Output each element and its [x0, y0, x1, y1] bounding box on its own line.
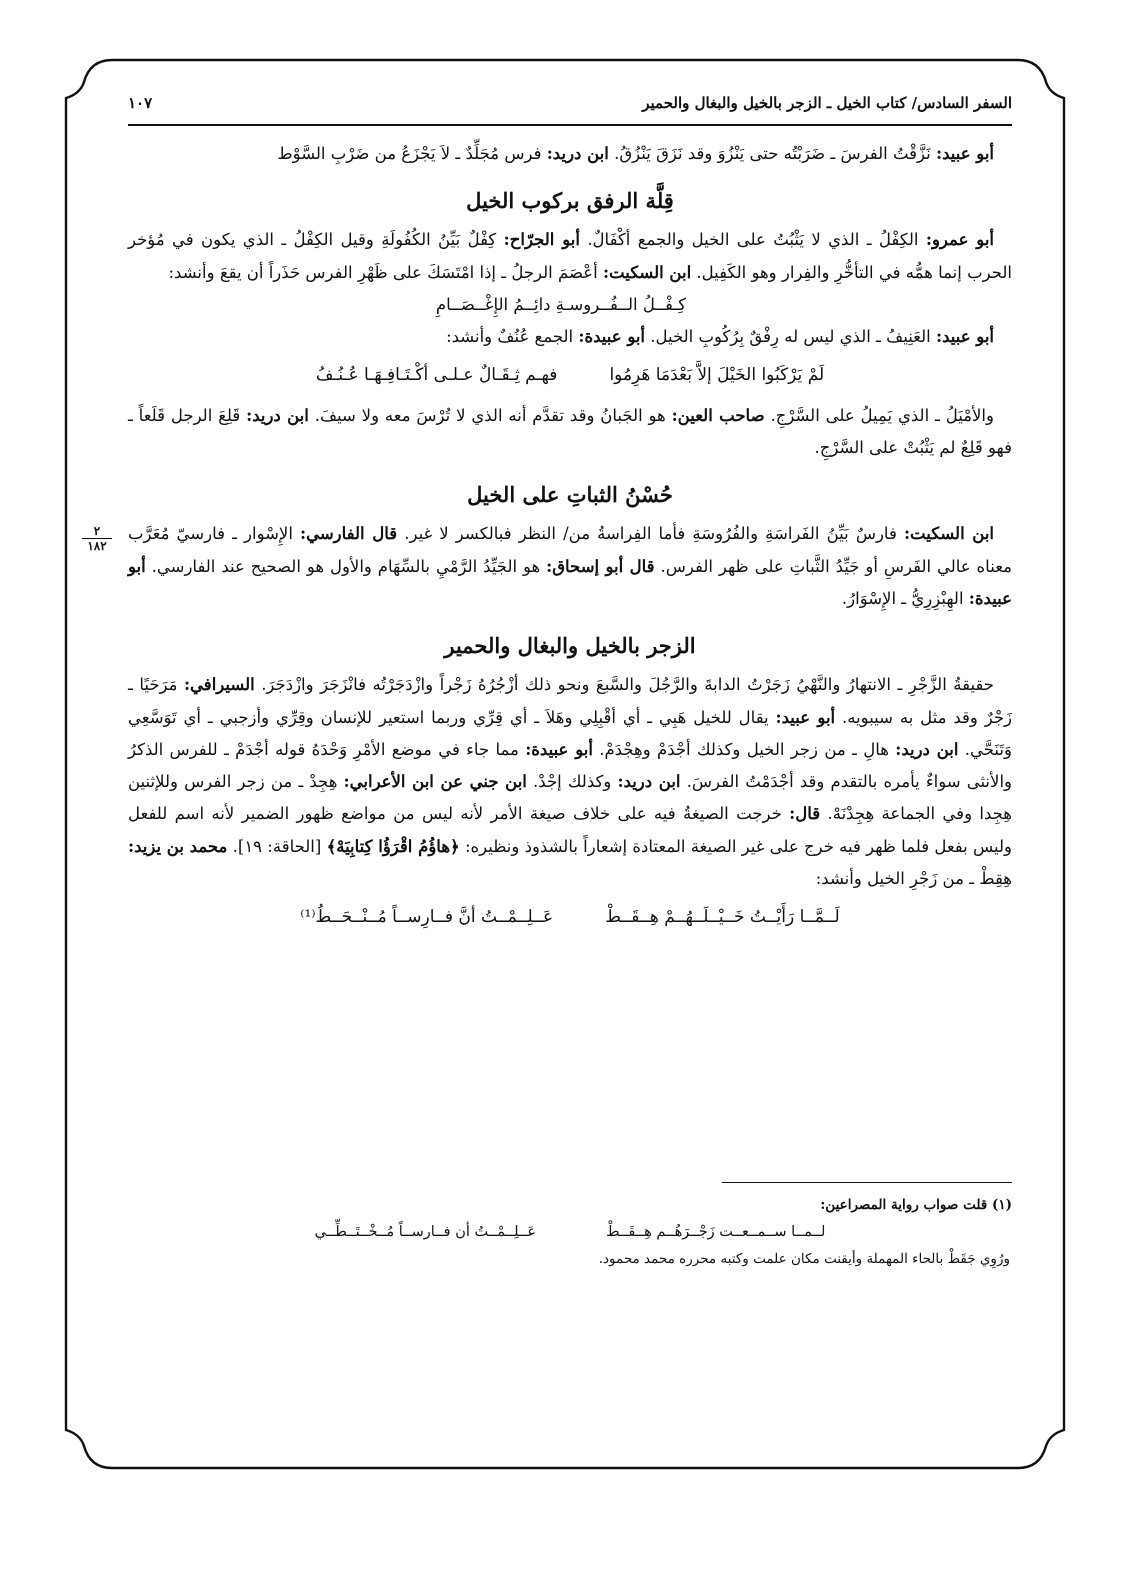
- section-heading: حُسْنُ الثباتِ على الخيل: [467, 482, 673, 508]
- header-rule: [128, 124, 1012, 126]
- speaker-name: أبو عبيد:: [936, 327, 994, 347]
- speaker-name: أبو عبيدة:: [525, 739, 593, 759]
- page-number: ١٠٧: [128, 94, 153, 112]
- page-body: [87, 138, 1012, 942]
- speaker-name: ابن السكيت:: [602, 262, 692, 282]
- paragraph: أبو عمرو: الكِفْلُ ـ الذي لا يَثْبُتُ على الخيل والجمع أكْفَالٌ. أبو الجرّاح: كِفْلٌ بَيِّنُ الكُفُولَةِ وقيل الكِفْلُ ـ الذي يكون في مُؤخر الحرب إنما همُّه في التأخُّرِ والفِرار وهو الكَفِيل. ابن السكيت: أعْصَمَ الرجلُ ـ إذا امْتَسَكَ على ظَهْرِ الفرس حَذَراً أن يقعَ وأنشد:: [128, 230, 1012, 282]
- speaker-name: أبو الجرّاح:: [503, 230, 580, 250]
- speaker-name: صاحب العين:: [671, 405, 765, 425]
- paragraph: ابن السكيت: فارسٌ بَيِّنُ الفَراسَةِ والفُرُوسَةِ فأما الفِراسةُ من/ النظر فبالكسر لا غير. قال الفارسي: الإِسْوار ـ فارسيّ مُعَرَّب معناه عالي الفَرسِ أو جَيِّدُ الثَّباتِ على ظهر الفرس. قال أبو إسحاق: هو الجَيِّدُ الرَّمْيِ بالسِّهَام والأول هو الصحيح عند الفارسي. أبو عبيدة: الهِبْزِرِيُّ ـ الإِسْوَارُ.: [128, 524, 1012, 608]
- footnotes: [128, 1192, 1012, 1273]
- speaker-name: محمد بن يزيد:: [128, 836, 228, 856]
- speaker-name: قال أبو إسحاق:: [546, 556, 655, 576]
- paragraph: حقيقةُ الزَّجْرِ ـ الانتهارُ والنَّهْيُ زَجَرْتُ الدابةَ والرَّجُلَ والسَّبعَ ونحو ذلك أزْجُرُهُ زَجْراً وازْدَجَرْتُه فانْزَجَرَ وازْدَجَرَ. السيرافي: مَرَحَيًا ـ زَجْرٌ وقد مثل به سيبويه. أبو عبيد: يقال للخيل هَبِي ـ أي أقْبِلِي وهَلاَ ـ أي قِرِّي وربما استعير للإنسان وقِرِّي وأزجبي ـ أي تَوَسَّعِي وَتَنَحَّي. ابن دريد: هالِ ـ من زجر الخيل وكذلك أجْدَمْ وهِجْدَمْ. أبو عبيدة: مما جاء في موضع الأمْرِ وَحْدَهُ قوله أجْدَمْ ـ للفرس الذكرُ والأنثى سواءٌ يأمره بالتقدم وقد أجْدَمْتُ الفرسَ. ابن دريد: وكذلك إجْدْ. ابن جني عن ابن الأعرابي: هِجِدْ ـ من زجر الفرس وللإثنين هِجِدا وفي الجماعة هِجِدْنَهْ. قال: خرجت الصيغةُ فيه على خلاف صيغة الأمر لأنه ليس من مواضع ظهور الضمير لأنه اسم للفعل وليس بفعل فلما ظهر فيه خرج على غير الصيغة المعتادة إشعاراً بالشذوذ ونظيره: ﴿هاؤُمُ اقْرَؤُا كِتابِيَهْ﴾ [الحاقة: ١٩]. محمد بن يزيد: هِقِطْ ـ من زَجْرِ الخيل وأنشد:: [128, 675, 1012, 889]
- speaker-name: قال:: [789, 804, 821, 824]
- verse-hemistich: لــمــا ســمــعــت زَجْــرَهُــم هِــقَــطْ: [606, 1224, 826, 1240]
- footnote-text: ورُوِي جَقَطْ بالحاء المهملة وأيقنت مكان علمت وكتبه محرره محمد محمود.: [598, 1251, 1010, 1267]
- quran-quote: ﴿هاؤُمُ اقْرَؤُا كِتابِيَهْ﴾: [326, 836, 460, 856]
- paragraph: والأمْيَلُ ـ الذي يَمِيلُ على السَّرْجِ. صاحب العين: هو الجَبانُ وقد تقدَّم أنه الذي لا تُرْسَ معه ولا سيفَ. ابن دريد: قَلِعَ الرجل قَلَعاً ـ فهو قَلِعٌ لم يَثْبُتْ على السَّرْجِ.: [128, 405, 1012, 458]
- verse-line: كِـفْــلُ الــفُــروسـةِ دائِــمُ الإِغْــصَــامِ: [435, 294, 687, 314]
- speaker-name: أبو عبيدة:: [578, 327, 646, 347]
- speaker-name: أبو عمرو:: [925, 230, 994, 250]
- speaker-name: أبو عبيد:: [936, 144, 994, 163]
- speaker-name: ابن دريد:: [895, 739, 959, 759]
- verse-hemistich: لَمْ يَرْكَبُوا الخَيْلَ إلاَّ بَعْدَمَا هَرِمُوا: [609, 365, 825, 386]
- verse-couplet: [128, 359, 1012, 391]
- verse-hemistich: فهـم ثِـقَـالٌ عـلـى أكْـتَـافِـهَـا عُـنُـفُ: [315, 365, 558, 386]
- section-2-block: [87, 518, 1012, 615]
- margin-folio-number: ٢ ١٨٢: [82, 524, 112, 553]
- intro-paragraph: أبو عبيد: نَزَّقْتُ الفرسَ ـ ضَرَبْتُه حتى يَنْزُوَ وقد نَزَقَ يَنْزُقُ. ابن دريد: فرس مُجَلِّدٌ ـ لاَ يَجْزَعُ من ضَرْبِ السَّوْط: [277, 144, 994, 163]
- verse-hemistich: عَــلِــمْــتُ أنَّ فــارِســاً مُــنْــحَــطُ⁽¹⁾: [300, 907, 554, 928]
- verse-hemistich: عَــلِــمْــتُ أن فــارســاً مُــخْــتَــطِّــي: [314, 1224, 537, 1240]
- footnote-verse: [128, 1219, 1012, 1246]
- speaker-name: ابن دريد:: [617, 772, 681, 792]
- section-heading: الزجر بالخيل والبغال والحمير: [444, 633, 696, 659]
- footnote-rule: [722, 1182, 1012, 1183]
- speaker-name: ابن دريد:: [246, 405, 309, 425]
- section-heading: قِلَّة الرفق بركوب الخيل: [466, 188, 674, 214]
- verse-couplet: [128, 901, 1012, 933]
- speaker-name: أبو عبيد:: [775, 707, 836, 727]
- footnote-label: (١) قلت صواب رواية المصراعين:: [820, 1197, 1012, 1213]
- verse-hemistich: لَــمَّــا رَأَيْــتُ خَــيْــلَــهُــمْ هِــقَــطْ: [605, 907, 840, 928]
- paragraph: أبو عبيد: العَنِيفُ ـ الذي ليس له رِفْقٌ بِرُكُوبِ الخيل. أبو عبيدة: الجمع عُنُفٌ وأنشد:: [446, 327, 994, 347]
- speaker-name: ابن دريد:: [546, 144, 609, 163]
- running-header: [128, 88, 1012, 118]
- speaker-name: قال الفارسي:: [300, 524, 398, 544]
- speaker-name: ابن جني عن ابن الأعرابي:: [343, 772, 527, 792]
- speaker-name: أبو عبيدة:: [128, 556, 1012, 608]
- speaker-name: السيرافي:: [183, 675, 255, 695]
- speaker-name: ابن السكيت:: [903, 524, 994, 544]
- running-title: السفر السادس/ كتاب الخيل ـ الزجر بالخيل والبغال والحمير: [642, 94, 1012, 112]
